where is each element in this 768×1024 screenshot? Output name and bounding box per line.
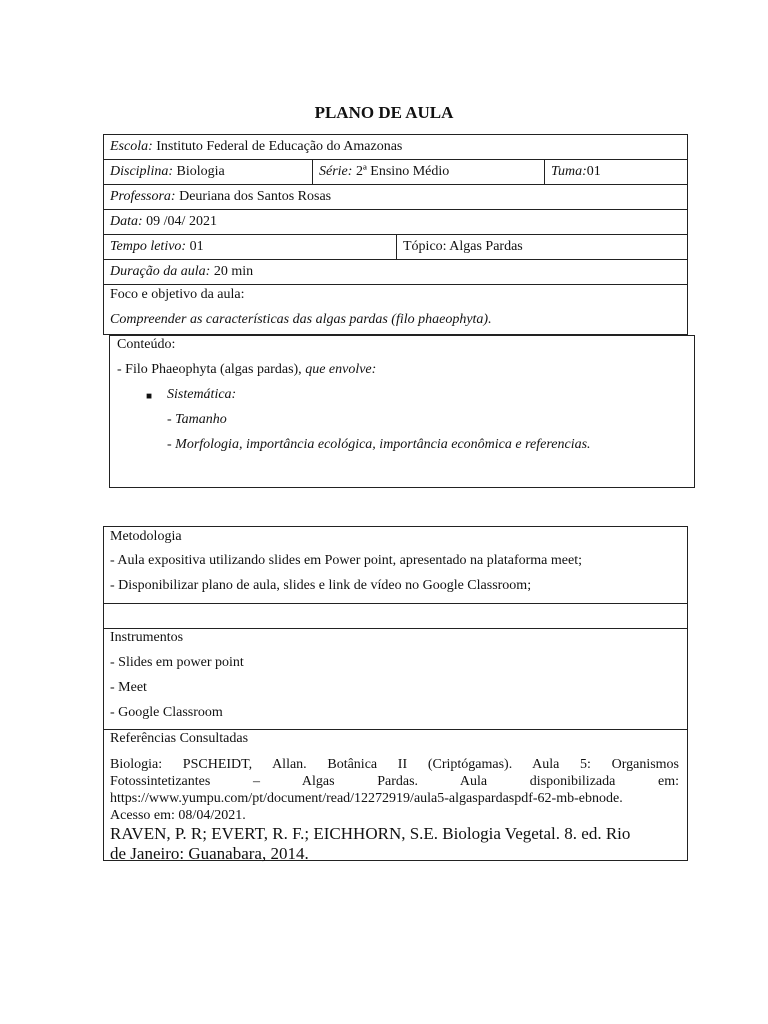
conteudo-line1-a: - Filo Phaeophyta (algas pardas),	[117, 362, 302, 377]
escola-value: Instituto Federal de Educação do Amazonas	[152, 139, 403, 154]
turma-cell	[544, 160, 687, 184]
referencias-label: Referências Consultadas	[110, 731, 249, 746]
escola-label: Escola:	[110, 139, 153, 154]
conteudo-label: Conteúdo:	[117, 337, 176, 352]
turma-value: 01	[586, 164, 601, 179]
metodologia-item-2: - Disponibilizar plano de aula, slides e link de vídeo no Google Classroom;	[110, 578, 532, 593]
professora-label: Professora:	[110, 189, 176, 204]
serie-cell	[312, 160, 544, 184]
reference-1-line-2: Fotossintetizantes – Algas Pardas. Aula disponibilizada em:	[110, 774, 679, 789]
topico-text: Tópico: Algas Pardas	[403, 239, 523, 254]
conteudo-box	[109, 335, 695, 488]
duracao-value: 20 min	[210, 264, 254, 279]
reference-1	[110, 756, 679, 824]
disciplina-value: Biologia	[173, 164, 225, 179]
referencias-row	[104, 730, 687, 862]
professora-cell	[104, 185, 687, 209]
foco-label: Foco e objetivo da aula:	[110, 287, 245, 302]
escola-row	[104, 135, 687, 160]
conteudo-line1	[117, 362, 376, 378]
professora-row	[104, 185, 687, 210]
foco-value: Compreender as características das algas pardas (filo phaeophyta).	[110, 312, 492, 327]
duracao-row	[104, 260, 687, 285]
instrumentos-item-3: - Google Classroom	[110, 705, 223, 720]
serie-label: Série:	[319, 164, 353, 179]
foco-row	[104, 285, 687, 336]
square-bullet-icon: ■	[146, 391, 153, 402]
data-cell	[104, 210, 687, 234]
topico-cell	[396, 235, 687, 259]
instrumentos-item-2: - Meet	[110, 680, 147, 695]
metodologia-row	[104, 527, 687, 604]
tamanho-text: - Tamanho	[167, 412, 227, 427]
metodologia-label: Metodologia	[110, 529, 182, 544]
reference-2-line-1: RAVEN, P. R; EVERT, R. F.; EICHHORN, S.E. Biologia Vegetal. 8. ed. Rio	[110, 824, 631, 843]
sistematica-text: Sistemática:	[167, 387, 237, 402]
tempo-value: 01	[186, 239, 204, 254]
reference-1-line-1: Biologia: PSCHEIDT, Allan. Botânica II (Criptógamas). Aula 5: Organismos	[110, 757, 679, 772]
tempo-cell	[104, 235, 396, 259]
disciplina-label: Disciplina:	[110, 164, 173, 179]
reference-1-line-3: https://www.yumpu.com/pt/document/read/12272919/aula5-algaspardaspdf-62-mb-ebnode.	[110, 791, 623, 806]
metodologia-table	[103, 526, 688, 861]
header-table	[103, 134, 688, 335]
reference-1-line-4: Acesso em: 08/04/2021.	[110, 808, 246, 823]
data-row	[104, 210, 687, 235]
empty-row	[104, 604, 687, 629]
page-title: PLANO DE AULA	[314, 103, 454, 122]
tempo-label: Tempo letivo:	[110, 239, 187, 254]
data-value: 09 /04/ 2021	[142, 214, 217, 229]
serie-value: 2ª Ensino Médio	[352, 164, 450, 179]
turma-label: Tuma:	[551, 164, 587, 179]
disciplina-cell	[104, 160, 312, 184]
morfologia-text: - Morfologia, importância ecológica, importância econômica e referencias.	[167, 437, 591, 452]
metodologia-item-1: - Aula expositiva utilizando slides em Power point, apresentado na plataforma meet;	[110, 553, 582, 568]
instrumentos-label: Instrumentos	[110, 630, 184, 645]
tempo-row	[104, 235, 687, 260]
data-label: Data:	[110, 214, 143, 229]
conteudo-line1-b: que envolve:	[301, 362, 377, 377]
reference-2	[110, 824, 679, 864]
escola-cell	[104, 135, 687, 159]
professora-value: Deuriana dos Santos Rosas	[175, 189, 332, 204]
instrumentos-item-1: - Slides em power point	[110, 655, 244, 670]
duracao-label: Duração da aula:	[110, 264, 211, 279]
instrumentos-row	[104, 629, 687, 730]
reference-2-line-2: de Janeiro: Guanabara, 2014.	[110, 844, 309, 863]
duracao-cell	[104, 260, 687, 284]
disciplina-row	[104, 160, 687, 185]
